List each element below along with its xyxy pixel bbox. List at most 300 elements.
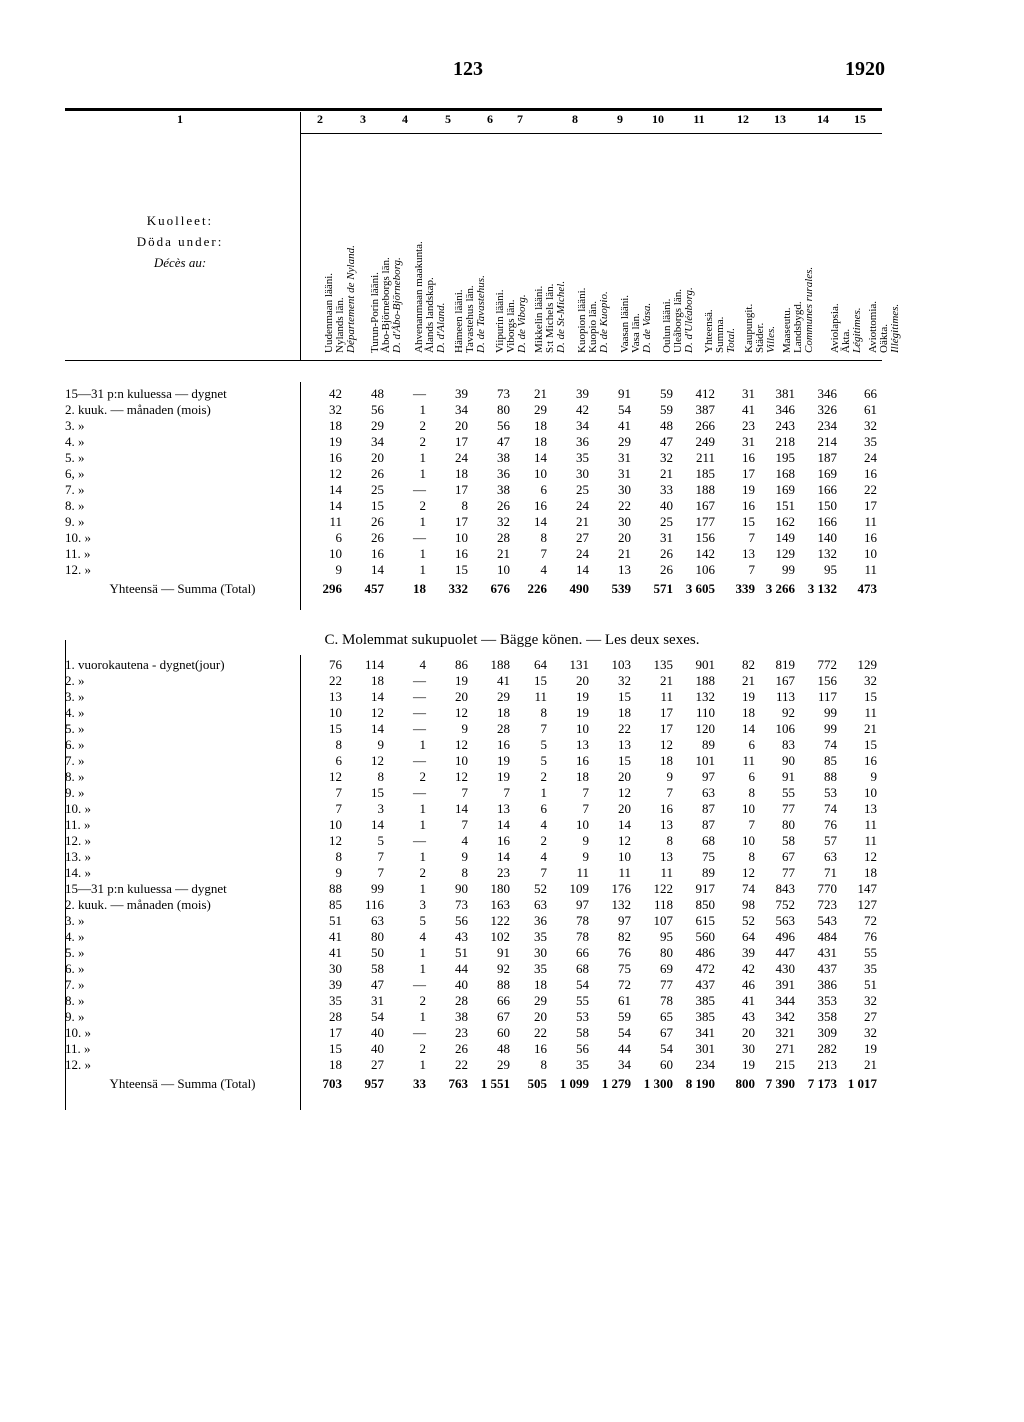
column-number: 4: [402, 112, 408, 126]
table-cell: 34: [576, 418, 589, 433]
table-cell: 29: [497, 1057, 510, 1072]
table-row: [65, 1025, 877, 1041]
table-cell: 14: [371, 817, 384, 832]
table-cell: 88: [497, 977, 510, 992]
total-cell: 3 132: [807, 581, 837, 596]
table-row: [65, 913, 877, 929]
table-cell: 8: [335, 737, 342, 752]
total-cell: 457: [364, 581, 384, 596]
table-cell: 50: [371, 945, 384, 960]
table-cell: 7: [503, 785, 510, 800]
table-cell: 6: [540, 801, 547, 816]
table-cell: 9: [582, 833, 589, 848]
table-cell: 113: [775, 689, 795, 704]
table-cell: 87: [702, 801, 715, 816]
table-cell: 30: [534, 945, 547, 960]
table-cell: 326: [817, 402, 837, 417]
row-label: 1. vuorokautena - dygnet(jour): [65, 657, 225, 672]
table-row: [65, 1057, 877, 1073]
table-cell: 21: [660, 466, 673, 481]
table-cell: 77: [660, 977, 673, 992]
table-cell: 2: [419, 418, 426, 433]
table-cell: 129: [775, 546, 795, 561]
table-cell: 15: [618, 753, 631, 768]
table-cell: 85: [329, 897, 342, 912]
table-cell: 7: [748, 817, 755, 832]
table-cell: 22: [329, 673, 342, 688]
table-cell: 32: [497, 514, 510, 529]
table-cell: 25: [576, 482, 589, 497]
top-rule: [65, 108, 882, 111]
table-cell: 9: [377, 737, 384, 752]
table-cell: 19: [864, 1041, 877, 1056]
table-row: [65, 737, 877, 753]
table-cell: 156: [817, 673, 837, 688]
table-cell: 12: [455, 737, 468, 752]
table-cell: 42: [742, 961, 755, 976]
table-cell: —: [413, 482, 426, 497]
table-cell: 15: [329, 1041, 342, 1056]
table-cell: 7: [540, 721, 547, 736]
table-cell: 72: [618, 977, 631, 992]
table-cell: —: [413, 689, 426, 704]
table-cell: 35: [864, 434, 877, 449]
table-cell: 5: [540, 737, 547, 752]
table-cell: 71: [824, 865, 837, 880]
total-cell: 296: [322, 581, 342, 596]
table-cell: 1: [419, 801, 426, 816]
table-cell: 14: [618, 817, 631, 832]
table-cell: 353: [817, 993, 837, 1008]
table-cell: 14: [455, 801, 468, 816]
table-cell: 12: [660, 737, 673, 752]
table-cell: 11: [864, 705, 877, 720]
table-cell: 10: [534, 466, 547, 481]
row-label: 12. »: [65, 833, 91, 848]
table-cell: 6: [748, 737, 755, 752]
table-cell: 385: [695, 1009, 715, 1024]
table-cell: 188: [695, 673, 715, 688]
table-cell: 14: [497, 849, 510, 864]
column-number: 3: [360, 112, 366, 126]
table-cell: 76: [329, 657, 342, 672]
table-cell: 85: [824, 753, 837, 768]
table-cell: 131: [569, 657, 589, 672]
table-cell: 11: [864, 514, 877, 529]
table-cell: 12: [329, 769, 342, 784]
table-cell: —: [413, 386, 426, 401]
stub-heading: [120, 210, 240, 273]
deaths-table-section-2: [65, 657, 877, 1095]
heading-bottom-rule: [65, 360, 882, 361]
column-numbers-row: [0, 112, 1024, 130]
table-row: [65, 450, 877, 466]
table-cell: 63: [702, 785, 715, 800]
table-cell: 47: [660, 434, 673, 449]
table-cell: 77: [782, 865, 795, 880]
table-cell: 16: [864, 753, 877, 768]
table-cell: 57: [824, 833, 837, 848]
table-cell: 80: [371, 929, 384, 944]
total-cell: 703: [322, 1076, 342, 1091]
table-cell: 1: [419, 466, 426, 481]
row-label: 2. »: [65, 673, 85, 688]
table-cell: 30: [576, 466, 589, 481]
table-cell: 28: [329, 1009, 342, 1024]
table-cell: 18: [534, 977, 547, 992]
table-cell: 15: [618, 689, 631, 704]
table-cell: 16: [534, 498, 547, 513]
table-row: [65, 785, 877, 801]
table-cell: 42: [329, 386, 342, 401]
table-row: [65, 562, 877, 578]
table-cell: 9: [582, 849, 589, 864]
table-cell: 18: [329, 418, 342, 433]
table-cell: 15: [864, 689, 877, 704]
table-cell: 60: [660, 1057, 673, 1072]
table-cell: 10: [497, 562, 510, 577]
table-cell: 22: [455, 1057, 468, 1072]
table-cell: 14: [534, 514, 547, 529]
table-cell: 91: [782, 769, 795, 784]
table-cell: 91: [618, 386, 631, 401]
table-cell: 56: [497, 418, 510, 433]
table-cell: 16: [497, 737, 510, 752]
table-row: [65, 482, 877, 498]
column-number: 11: [693, 112, 705, 126]
table-cell: 1: [419, 402, 426, 417]
table-cell: 215: [775, 1057, 795, 1072]
total-cell: 1 017: [847, 1076, 877, 1091]
table-cell: 47: [371, 977, 384, 992]
table-cell: 20: [618, 801, 631, 816]
table-cell: 74: [742, 881, 755, 896]
table-cell: 56: [576, 1041, 589, 1056]
table-cell: 195: [775, 450, 795, 465]
table-cell: 36: [576, 434, 589, 449]
total-cell: 8 190: [685, 1076, 715, 1091]
table-cell: 17: [660, 705, 673, 720]
table-cell: 30: [329, 961, 342, 976]
table-cell: 15: [371, 498, 384, 513]
table-cell: 97: [576, 897, 589, 912]
table-cell: 188: [695, 482, 715, 497]
table-cell: 92: [497, 961, 510, 976]
row-label: 3. »: [65, 418, 85, 433]
table-cell: 149: [775, 530, 795, 545]
table-cell: 8: [335, 849, 342, 864]
table-cell: 39: [742, 945, 755, 960]
table-cell: 5: [377, 833, 384, 848]
table-cell: 249: [695, 434, 715, 449]
table-cell: 24: [576, 546, 589, 561]
table-row: [65, 881, 877, 897]
table-cell: 53: [576, 1009, 589, 1024]
table-cell: 8: [461, 865, 468, 880]
table-cell: 615: [695, 913, 715, 928]
table-cell: 4: [540, 817, 547, 832]
table-cell: 168: [775, 466, 795, 481]
column-heading: Maaseutu. Landsbygd. Communes rurales.: [781, 266, 815, 353]
table-cell: 6: [748, 769, 755, 784]
table-cell: 17: [455, 434, 468, 449]
table-cell: 1: [419, 945, 426, 960]
table-cell: 33: [660, 482, 673, 497]
table-cell: 43: [742, 1009, 755, 1024]
table-cell: 9: [335, 865, 342, 880]
table-cell: 35: [329, 993, 342, 1008]
table-cell: 7: [748, 562, 755, 577]
table-cell: 55: [864, 945, 877, 960]
table-cell: 430: [775, 961, 795, 976]
table-cell: 9: [461, 721, 468, 736]
table-cell: 386: [817, 977, 837, 992]
total-cell: 957: [364, 1076, 384, 1091]
row-label: 5. »: [65, 450, 85, 465]
table-cell: 2: [419, 993, 426, 1008]
table-cell: 151: [775, 498, 795, 513]
table-cell: 14: [371, 721, 384, 736]
table-cell: 27: [371, 1057, 384, 1072]
table-cell: 118: [653, 897, 673, 912]
table-cell: 8: [748, 849, 755, 864]
table-cell: 80: [497, 402, 510, 417]
table-cell: 15: [455, 562, 468, 577]
table-cell: 214: [817, 434, 837, 449]
table-cell: 43: [455, 929, 468, 944]
total-cell: 676: [490, 581, 510, 596]
table-cell: 60: [497, 1025, 510, 1040]
table-cell: 106: [695, 562, 715, 577]
table-cell: 99: [782, 562, 795, 577]
table-cell: 15: [371, 785, 384, 800]
table-cell: 51: [864, 977, 877, 992]
column-number: 7: [517, 112, 523, 126]
table-cell: 346: [817, 386, 837, 401]
table-cell: 9: [461, 849, 468, 864]
column-heading: Hämeen lääni. Tavastehus län. D. de Tavastehus.: [453, 275, 487, 353]
table-cell: 16: [534, 1041, 547, 1056]
table-cell: 11: [329, 514, 342, 529]
table-cell: 10: [455, 530, 468, 545]
table-cell: 19: [497, 753, 510, 768]
table-cell: 1: [419, 737, 426, 752]
table-cell: 18: [371, 673, 384, 688]
table-cell: 1: [419, 562, 426, 577]
table-cell: 19: [576, 705, 589, 720]
table-row: [65, 977, 877, 993]
row-label: 3. »: [65, 913, 85, 928]
table-cell: 8: [377, 769, 384, 784]
row-label: 6. »: [65, 961, 85, 976]
table-cell: 18: [534, 434, 547, 449]
table-cell: 52: [534, 881, 547, 896]
table-cell: 16: [329, 450, 342, 465]
table-cell: 1: [419, 881, 426, 896]
table-cell: 8: [461, 498, 468, 513]
table-cell: 68: [576, 961, 589, 976]
total-cell: 1 300: [643, 1076, 673, 1091]
table-cell: 29: [371, 418, 384, 433]
row-label: 7. »: [65, 482, 85, 497]
table-cell: 21: [660, 673, 673, 688]
table-cell: 26: [660, 562, 673, 577]
table-cell: 78: [576, 913, 589, 928]
table-cell: 10: [742, 833, 755, 848]
table-cell: 73: [497, 386, 510, 401]
table-cell: 55: [576, 993, 589, 1008]
stub-heading-fr: Décès au:: [153, 255, 207, 270]
table-cell: 2: [419, 769, 426, 784]
table-cell: 110: [695, 705, 715, 720]
total-cell: 226: [527, 581, 547, 596]
table-cell: 18: [742, 705, 755, 720]
column-heading: Oulun lääni. Uleåborgs län. D. d'Uléaborg.: [661, 287, 695, 353]
table-cell: 16: [864, 530, 877, 545]
column-number: 13: [774, 112, 786, 126]
table-cell: 9: [870, 769, 877, 784]
table-cell: 28: [497, 530, 510, 545]
table-cell: 772: [817, 657, 837, 672]
row-label: 11. »: [65, 1041, 91, 1056]
table-cell: 32: [864, 993, 877, 1008]
table-cell: 16: [864, 466, 877, 481]
column-heading: Mikkelin lääni. S:t Michels län. D. de St-Michel.: [533, 280, 567, 353]
total-cell: 3 266: [765, 581, 795, 596]
table-cell: 10: [576, 817, 589, 832]
table-row: [65, 689, 877, 705]
total-cell: 3 605: [685, 581, 715, 596]
table-cell: 13: [618, 562, 631, 577]
table-cell: 309: [817, 1025, 837, 1040]
total-cell: 539: [611, 581, 631, 596]
table-cell: 63: [371, 913, 384, 928]
row-label: 11. »: [65, 546, 91, 561]
page-number: 123: [453, 58, 483, 80]
table-cell: 486: [695, 945, 715, 960]
table-cell: 40: [455, 977, 468, 992]
table-cell: 11: [864, 817, 877, 832]
table-cell: 543: [817, 913, 837, 928]
row-label: 6. »: [65, 737, 85, 752]
table-cell: 18: [534, 418, 547, 433]
column-heading: Viipurin lääni. Viborgs län. D. de Viborg.: [494, 289, 528, 353]
table-cell: 32: [660, 450, 673, 465]
table-cell: 11: [534, 689, 547, 704]
row-label: 6, »: [65, 466, 85, 481]
table-cell: 21: [864, 721, 877, 736]
table-cell: 75: [618, 961, 631, 976]
table-cell: 13: [660, 849, 673, 864]
row-label: 2. kuuk. — månaden (mois): [65, 402, 211, 417]
table-cell: 66: [497, 993, 510, 1008]
table-cell: 187: [817, 450, 837, 465]
table-cell: 61: [864, 402, 877, 417]
table-cell: 39: [329, 977, 342, 992]
table-cell: 218: [775, 434, 795, 449]
table-cell: 18: [864, 865, 877, 880]
table-cell: 16: [660, 801, 673, 816]
table-cell: 19: [576, 689, 589, 704]
column-number: 15: [854, 112, 866, 126]
table-cell: 54: [660, 1041, 673, 1056]
column-heading: Vaasan lääni. Vasa län. D. de Vasa.: [619, 294, 653, 353]
table-cell: 4: [540, 562, 547, 577]
table-cell: 65: [660, 1009, 673, 1024]
table-cell: 54: [618, 1025, 631, 1040]
table-cell: 6: [335, 753, 342, 768]
table-cell: 29: [618, 434, 631, 449]
table-cell: 8: [540, 705, 547, 720]
table-cell: 99: [824, 705, 837, 720]
table-cell: 11: [864, 562, 877, 577]
total-label: Yhteensä — Summa (Total): [109, 581, 256, 596]
table-row: [65, 546, 877, 562]
total-cell: 1 551: [480, 1076, 510, 1091]
table-cell: 41: [742, 993, 755, 1008]
table-cell: 28: [497, 721, 510, 736]
table-row: [65, 961, 877, 977]
table-cell: 472: [695, 961, 715, 976]
table-cell: 7: [335, 785, 342, 800]
table-cell: 44: [455, 961, 468, 976]
table-cell: 12: [371, 753, 384, 768]
row-label: 7. »: [65, 977, 85, 992]
table-cell: 10: [329, 705, 342, 720]
table-cell: 116: [364, 897, 384, 912]
table-cell: 14: [576, 562, 589, 577]
section-title: C. Molemmat sukupuolet — Bägge könen. — Les deux sexes.: [324, 632, 700, 648]
table-cell: 2: [540, 833, 547, 848]
table-cell: —: [413, 673, 426, 688]
table-cell: 22: [534, 1025, 547, 1040]
table-cell: 437: [817, 961, 837, 976]
table-cell: 88: [824, 769, 837, 784]
table-cell: 31: [742, 434, 755, 449]
table-cell: 1: [419, 849, 426, 864]
table-cell: 15: [534, 673, 547, 688]
table-row: [65, 498, 877, 514]
table-cell: 7: [377, 865, 384, 880]
total-cell: 18: [413, 581, 426, 596]
table-cell: 4: [419, 929, 426, 944]
column-number: 14: [817, 112, 829, 126]
table-cell: 6: [335, 530, 342, 545]
total-label: Yhteensä — Summa (Total): [109, 1076, 256, 1091]
table-cell: 387: [695, 402, 715, 417]
table-cell: 64: [742, 929, 755, 944]
table-cell: 83: [782, 737, 795, 752]
table-cell: 54: [618, 402, 631, 417]
table-cell: 47: [497, 434, 510, 449]
table-cell: 55: [782, 785, 795, 800]
table-cell: 21: [742, 673, 755, 688]
table-cell: 58: [371, 961, 384, 976]
table-row: [65, 753, 877, 769]
table-cell: 8: [748, 785, 755, 800]
column-separator: [300, 112, 301, 360]
table-cell: 412: [695, 386, 715, 401]
table-row: [65, 673, 877, 689]
column-heading: Ahvenanmaan maakunta. Ålands landskap. D. d'Aland.: [413, 241, 447, 353]
row-label: 4. »: [65, 705, 85, 720]
table-cell: 48: [497, 1041, 510, 1056]
table-cell: 42: [576, 402, 589, 417]
column-heading: Yhteensä. Summa. Total.: [703, 309, 737, 353]
table-cell: 78: [576, 929, 589, 944]
table-cell: 63: [534, 897, 547, 912]
table-cell: 1: [419, 514, 426, 529]
